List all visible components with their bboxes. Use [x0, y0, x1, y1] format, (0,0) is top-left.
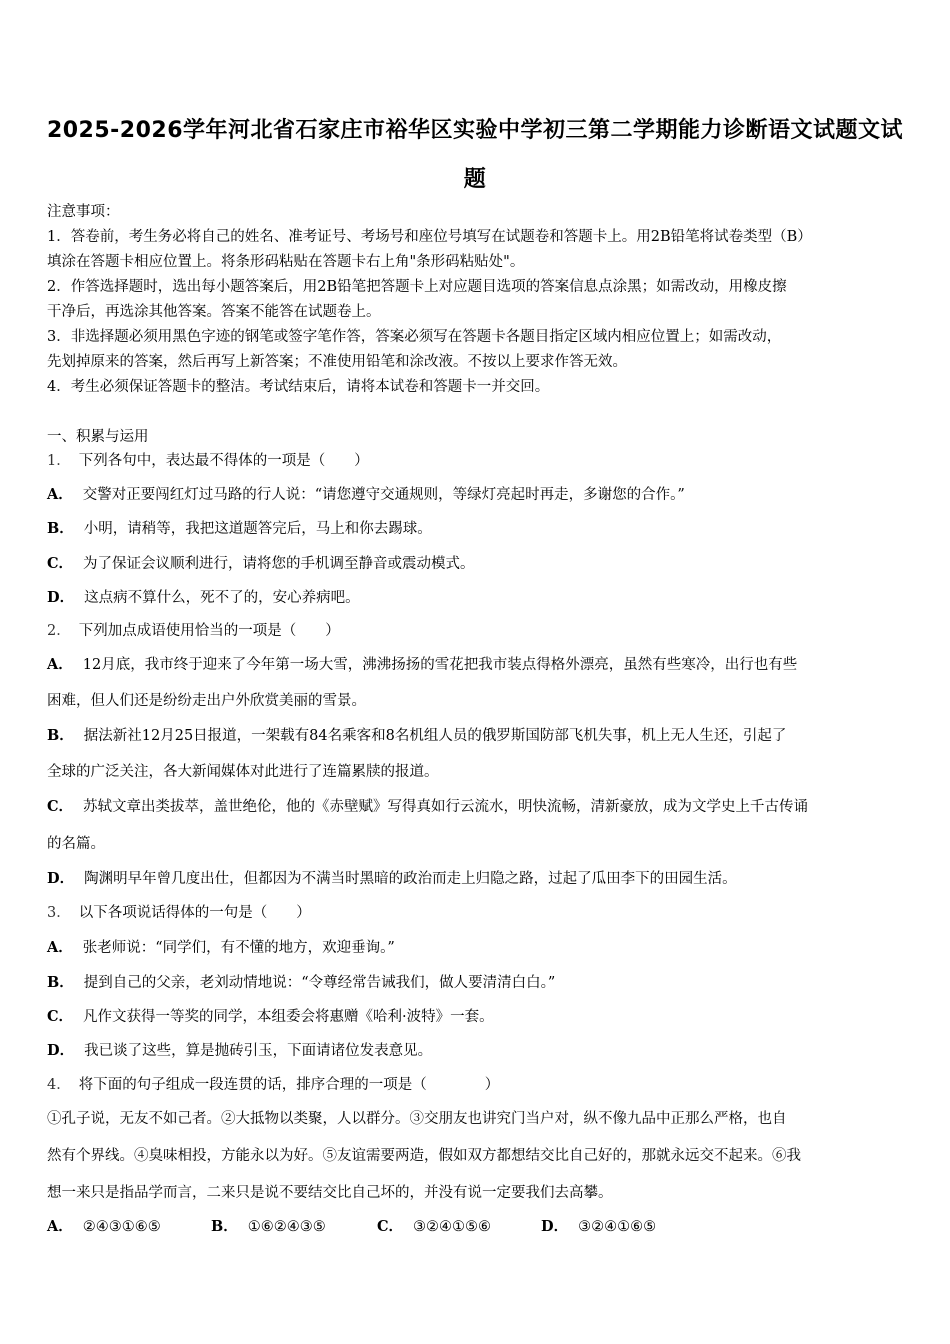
option-text: 我已谈了这些，算是抛砖引玉，下面请诸位发表意见。 — [84, 1043, 433, 1059]
notice-line: 2．作答选择题时，选出每小题答案后，用2B铅笔把答题卡上对应题目选项的答案信息点涂黑；如需改动，用橡皮擦 — [47, 279, 787, 295]
option-text: 为了保证会议顺利进行，请将您的手机调至静音或震动模式。 — [83, 556, 475, 572]
q1-option-d — [47, 589, 360, 607]
notice-line: 3．非选择题必须用黑色字迹的钢笔或签字笔作答，答案必须写在答题卡各题目指定区域内相应位置上；如需改动， — [47, 329, 782, 345]
question-1-stem — [47, 452, 369, 470]
question-number: 3． — [47, 905, 71, 921]
q4-option-b — [211, 1218, 377, 1236]
question-number: 1． — [47, 453, 71, 469]
option-label: B． — [211, 1218, 238, 1235]
option-label: D． — [541, 1218, 569, 1235]
option-text: ①⑥②④③⑤ — [247, 1219, 326, 1235]
option-text: 交警对正要闯红灯过马路的行人说：“请您遵守交通规则，等绿灯亮起时再走，多谢您的合作。” — [82, 487, 685, 503]
option-label: B． — [47, 520, 74, 537]
q1-option-c — [47, 555, 475, 573]
question-2-stem — [47, 622, 340, 640]
question-number: 4． — [47, 1077, 71, 1093]
exam-title-line-2: 题 — [463, 167, 487, 192]
q4-answer-options — [47, 1218, 656, 1236]
q2-option-d — [47, 870, 737, 888]
option-label: A． — [47, 656, 73, 673]
q3-option-b — [47, 974, 555, 992]
q2-option-c-cont: 的名篇。 — [47, 836, 105, 852]
question-4-stem — [47, 1076, 499, 1094]
option-label: D． — [47, 589, 75, 606]
option-label: D． — [47, 870, 75, 887]
q3-option-a — [47, 939, 395, 957]
q1-option-a — [47, 486, 685, 504]
option-text: ②④③①⑥⑤ — [82, 1219, 161, 1235]
notice-line: 先划掉原来的答案，然后再写上新答案；不准使用铅笔和涂改液。不按以上要求作答无效。 — [47, 354, 627, 370]
q4-option-d — [541, 1218, 656, 1236]
q4-option-c — [377, 1218, 541, 1236]
option-text: 提到自己的父亲，老刘动情地说：“令尊经常告诫我们，做人要清清白白。” — [83, 975, 556, 991]
option-text: 这点病不算什么，死不了的，安心养病吧。 — [84, 590, 360, 606]
q4-passage-line: 然有个界线。④臭味相投，方能永以为好。⑤友谊需要两造，假如双方都想结交比自己好的，那就永远交不起来。⑥我 — [47, 1148, 801, 1164]
question-stem: 下列各句中，表达最不得体的一项是（ ） — [78, 453, 369, 469]
section-heading: 一、积累与运用 — [47, 429, 149, 445]
q3-option-d — [47, 1042, 432, 1060]
q2-option-a-cont: 困难，但人们还是纷纷走出户外欣赏美丽的雪景。 — [47, 693, 366, 709]
exam-title-line-1: 2025-2026学年河北省石家庄市裕华区实验中学初三第二学期能力诊断语文试题文试 — [46, 118, 904, 143]
q2-option-b-cont: 全球的广泛关注，各大新闻媒体对此进行了连篇累牍的报道。 — [47, 764, 439, 780]
question-stem: 将下面的句子组成一段连贯的话，排序合理的一项是（ ） — [78, 1077, 500, 1093]
option-label: B． — [47, 727, 74, 744]
option-text: 凡作文获得一等奖的同学，本组委会将惠赠《哈利·波特》一套。 — [83, 1009, 494, 1025]
q4-option-a — [47, 1218, 211, 1236]
option-label: C． — [47, 798, 74, 815]
option-text: 12月底，我市终于迎来了今年第一场大雪，沸沸扬扬的雪花把我市装点得格外漂亮，虽然有些寒冷，出行也有些 — [82, 657, 798, 673]
notice-line: 1．答卷前，考生务必将自己的姓名、准考证号、考场号和座位号填写在试题卷和答题卡上。用2B铅笔将试卷类型（B） — [47, 229, 812, 245]
q4-passage-line: ①孔子说，无友不如己者。②大抵物以类聚，人以群分。③交朋友也讲究门当户对，纵不像九品中正那么严格，也自 — [47, 1111, 787, 1127]
question-stem: 以下各项说话得体的一句是（ ） — [78, 905, 311, 921]
notice-line: 4．考生必须保证答题卡的整洁。考试结束后，请将本试卷和答题卡一并交回。 — [47, 379, 550, 395]
option-text: 陶渊明早年曾几度出仕，但都因为不满当时黑暗的政治而走上归隐之路，过起了瓜田李下的田园生活。 — [84, 871, 737, 887]
option-label: A． — [47, 486, 73, 503]
q2-option-c — [47, 798, 808, 816]
notice-line: 干净后，再选涂其他答案。答案不能答在试题卷上。 — [47, 304, 381, 320]
option-label: C． — [47, 1008, 74, 1025]
option-text: ③②④①⑤⑥ — [413, 1219, 492, 1235]
q3-option-c — [47, 1008, 494, 1026]
option-label: C． — [377, 1218, 404, 1235]
option-text: 小明，请稍等，我把这道题答完后，马上和你去踢球。 — [83, 521, 432, 537]
q2-option-b — [47, 727, 786, 745]
notice-line: 填涂在答题卡相应位置上。将条形码粘贴在答题卡右上角"条形码粘贴处"。 — [47, 254, 525, 270]
option-label: A． — [47, 1218, 73, 1235]
option-text: 据法新社12月25日报道，一架载有84名乘客和8名机组人员的俄罗斯国防部飞机失事，机上无人生还，引起了 — [83, 728, 787, 744]
q2-option-a — [47, 656, 797, 674]
notice-heading: 注意事项： — [47, 204, 120, 220]
option-label: B． — [47, 974, 74, 991]
option-text: 张老师说：“同学们，有不懂的地方，欢迎垂询。” — [82, 940, 395, 956]
question-stem: 下列加点成语使用恰当的一项是（ ） — [78, 623, 340, 639]
q4-passage-line: 想一来只是指品学而言，二来只是说不要结交比自己坏的，并没有说一定要我们去高攀。 — [47, 1185, 613, 1201]
option-label: A． — [47, 939, 73, 956]
option-text: ③②④①⑥⑤ — [578, 1219, 657, 1235]
option-label: C． — [47, 555, 74, 572]
question-3-stem — [47, 904, 311, 922]
option-label: D． — [47, 1042, 75, 1059]
question-number: 2． — [47, 623, 71, 639]
q1-option-b — [47, 520, 432, 538]
option-text: 苏轼文章出类拔萃，盖世绝伦，他的《赤壁赋》写得真如行云流水，明快流畅，清新豪放，成为文学史上千古传诵 — [83, 799, 809, 815]
